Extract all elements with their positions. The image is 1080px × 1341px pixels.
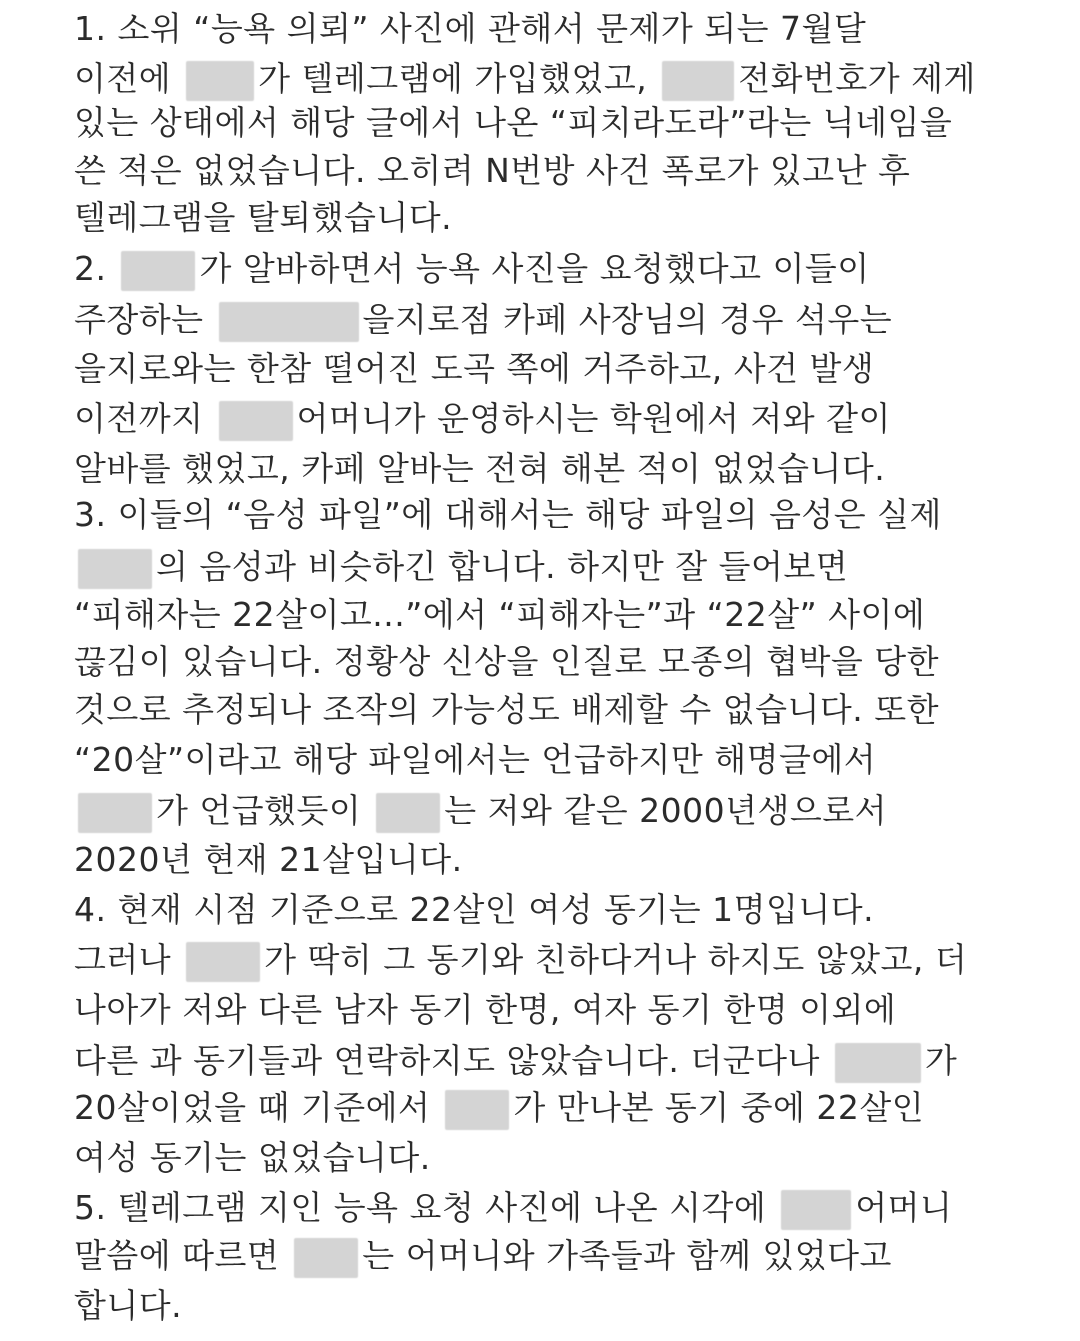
text-line (74, 395, 891, 443)
redaction-box (186, 942, 260, 982)
text-line (74, 1184, 952, 1232)
text-line (74, 147, 910, 195)
redaction-box (662, 61, 734, 101)
text-segment: 가 언급했듯이 (156, 791, 373, 830)
text-segment: 쓴 적은 없었습니다. 오히려 N번방 사건 폭로가 있고난 후 (74, 151, 911, 190)
text-segment: 5. 텔레그램 지인 능욕 요청 사진에 나온 시각에 (74, 1188, 778, 1227)
text-segment: 이전에 (74, 59, 183, 98)
text-segment: 을지로와는 한참 떨어진 도곡 쪽에 거주하고, 사건 발생 (74, 349, 875, 388)
text-line (74, 591, 925, 639)
text-line (74, 1282, 182, 1330)
text-line (74, 5, 866, 53)
text-segment: 1. 소위 “능욕 의뢰” 사진에 관해서 문제가 되는 7월달 (74, 9, 867, 48)
text-line (74, 99, 952, 147)
text-segment: 3. 이들의 “음성 파일”에 대해서는 해당 파일의 음성은 실제 (74, 495, 942, 534)
text-segment: 텔레그램을 탈퇴했습니다. (74, 198, 453, 237)
text-line (74, 1134, 431, 1182)
text-segment: 2020년 현재 21살입니다. (74, 840, 463, 879)
text-segment: 주장하는 (74, 300, 215, 339)
text-segment: 2. (74, 249, 118, 288)
redaction-box (781, 1190, 851, 1230)
redaction-box (78, 793, 152, 833)
text-line (74, 1232, 892, 1280)
text-segment: 어머니가 운영하시는 학원에서 저와 같이 (296, 399, 891, 438)
text-segment: 알바를 했었고, 카페 알바는 전혀 해본 적이 없었습니다. (74, 449, 886, 488)
text-line (74, 194, 452, 242)
text-line (74, 886, 874, 934)
text-segment: 어머니 (855, 1188, 953, 1227)
text-segment: 여성 동기는 없었습니다. (74, 1138, 431, 1177)
text-line (74, 543, 848, 591)
text-segment: 는 어머니와 가족들과 함께 있었다고 (362, 1236, 892, 1275)
text-segment: 끊김이 있습니다. 정황상 신상을 인질로 모종의 협박을 당한 (74, 642, 939, 681)
redaction-box (186, 61, 254, 101)
redaction-box (376, 793, 440, 833)
text-segment: 합니다. (74, 1286, 183, 1325)
text-line (74, 936, 967, 984)
text-line (74, 1037, 957, 1085)
text-segment: 의 음성과 비슷하긴 합니다. 하지만 잘 들어보면 (156, 547, 849, 586)
redaction-box (121, 251, 195, 291)
text-segment: 그러나 (74, 940, 183, 979)
text-line (74, 445, 885, 493)
text-segment: 4. 현재 시점 기준으로 22살인 여성 동기는 1명입니다. (74, 890, 875, 929)
text-segment: 이전까지 (74, 399, 215, 438)
text-line (74, 638, 939, 686)
text-line (74, 686, 939, 734)
text-segment: 것으로 추정되나 조작의 가능성도 배제할 수 없습니다. 또한 (74, 690, 939, 729)
text-line (74, 491, 942, 539)
text-segment: 전화번호가 제게 (738, 59, 976, 98)
text-segment: 나아가 저와 다른 남자 동기 한명, 여자 동기 한명 이외에 (74, 990, 897, 1029)
text-segment: 는 저와 같은 2000년생으로서 (444, 791, 887, 830)
redaction-box (445, 1090, 509, 1130)
text-line (74, 345, 874, 393)
text-segment: “피해자는 22살이고...”에서 “피해자는”과 “22살” 사이에 (74, 595, 926, 634)
text-segment: 가 알바하면서 능욕 사진을 요청했다고 이들이 (199, 249, 870, 288)
text-segment: 말씀에 따르면 (74, 1236, 291, 1275)
text-segment: 가 텔레그램에 가입했었고, (258, 59, 659, 98)
redaction-box (78, 549, 152, 589)
text-line (74, 296, 892, 344)
text-line (74, 787, 887, 835)
text-line (74, 245, 870, 293)
text-segment: 가 딱히 그 동기와 친하다거나 하지도 않았고, 더 (264, 940, 968, 979)
text-segment: “20살”이라고 해당 파일에서는 언급하지만 해명글에서 (74, 740, 877, 779)
text-segment: 가 (924, 1041, 958, 1080)
text-line (74, 1084, 924, 1132)
text-segment: 20살이었을 때 기준에서 (74, 1088, 442, 1127)
redaction-box (294, 1238, 358, 1278)
text-segment: 있는 상태에서 해당 글에서 나온 “피치라도라”라는 닉네임을 (74, 103, 953, 142)
redaction-box (835, 1043, 921, 1083)
text-segment: 다른 과 동기들과 연락하지도 않았습니다. 더군다나 (74, 1041, 831, 1080)
text-segment: 가 만나본 동기 중에 22살인 (513, 1088, 925, 1127)
text-line (74, 55, 976, 103)
redaction-box (219, 401, 293, 441)
text-line (74, 836, 463, 884)
text-line (74, 736, 876, 784)
text-segment: 을지로점 카페 사장님의 경우 석우는 (362, 300, 893, 339)
text-line (74, 986, 896, 1034)
redaction-box (219, 302, 359, 342)
